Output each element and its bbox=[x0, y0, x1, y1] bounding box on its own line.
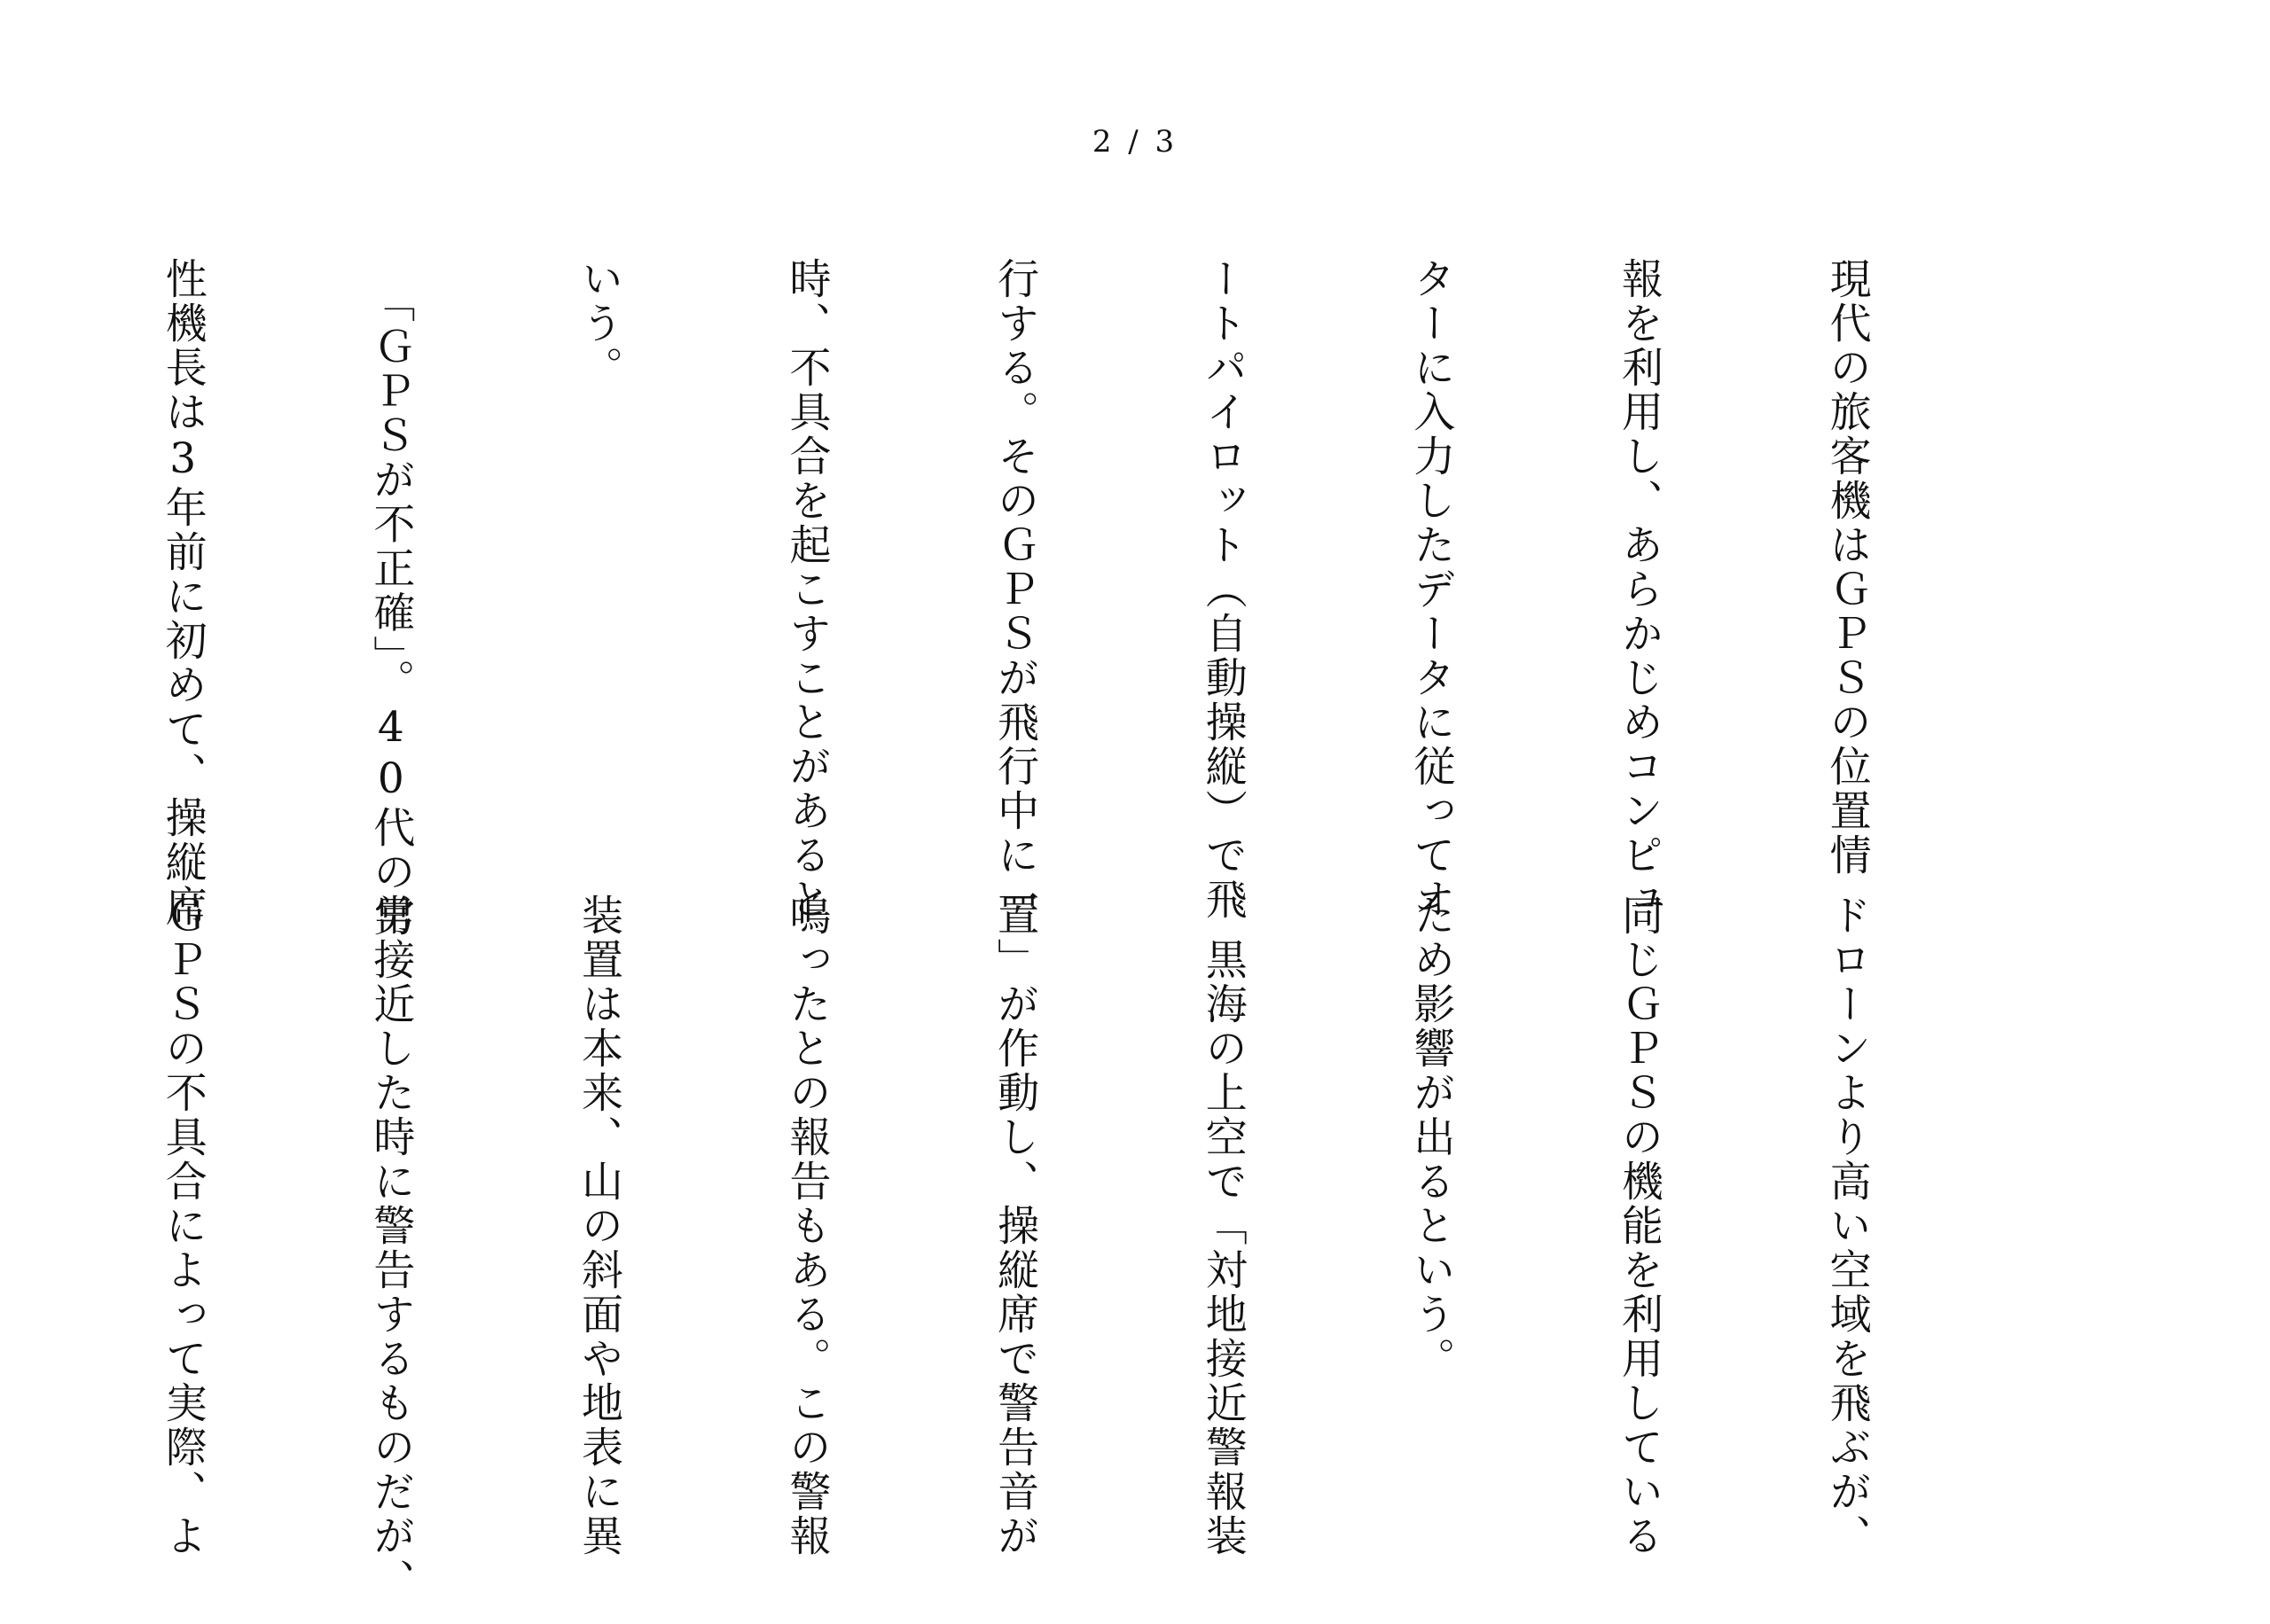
text-line bbox=[0, 894, 9, 1408]
text-line: 性機長は3年前に初めて、操縦席 bbox=[158, 257, 207, 929]
text-line: いう。 bbox=[574, 257, 623, 390]
text-line: 行する。そのＧＰＳが飛行中に一 bbox=[990, 257, 1040, 922]
text-line: 時、不具合を起こすことがあると bbox=[782, 257, 832, 922]
text-line: 報を利用し、あらかじめコンピュ bbox=[1614, 257, 1663, 922]
article-text-upper bbox=[158, 257, 2020, 939]
text-line bbox=[0, 257, 9, 727]
text-line: 同じＧＰＳの機能を利用している bbox=[1614, 894, 1663, 1558]
text-line: 置」が作動し、操縦席で警告音が bbox=[990, 894, 1040, 1558]
text-line: ートパイロット（自動操縦）で飛 bbox=[1198, 257, 1248, 922]
text-line: 現代の旅客機はＧＰＳの位置情 bbox=[1822, 257, 1872, 878]
page-number: 2 / 3 bbox=[1092, 124, 1178, 160]
article-text-lower bbox=[158, 894, 2020, 1603]
text-line: ため影響が出るという。 bbox=[1406, 894, 1456, 1381]
text-line: 常接近した時に警告するものだが、 bbox=[366, 894, 416, 1603]
text-line: ドローンより高い空域を飛ぶが、 bbox=[1822, 894, 1872, 1558]
text-line: 装置は本来、山の斜面や地表に異 bbox=[574, 894, 623, 1558]
text-line: ＧＰＳの不具合によって実際、よ bbox=[158, 894, 207, 1558]
text-line: 黒海の上空で「対地接近警報装 bbox=[1198, 894, 1248, 1558]
text-line: 鳴ったとの報告もある。この警報 bbox=[782, 894, 832, 1558]
text-line: ターに入力したデータに従ってオ bbox=[1406, 257, 1456, 922]
text-line: 「ＧＰＳが不正確」。40代の男 bbox=[366, 257, 416, 939]
